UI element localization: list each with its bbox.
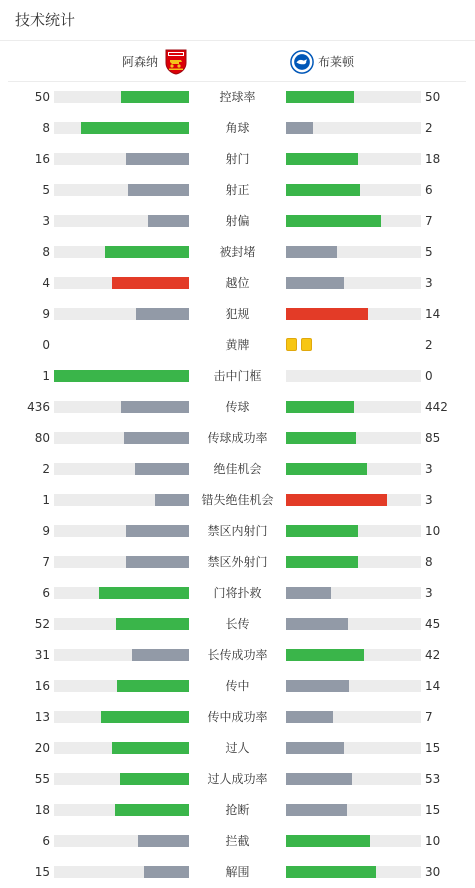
away-stat-value: 8 bbox=[425, 555, 433, 569]
home-stat-value: 18 bbox=[34, 803, 50, 817]
home-stat-value: 15 bbox=[34, 865, 50, 879]
away-bar-fill bbox=[286, 556, 358, 568]
home-bar-fill bbox=[128, 184, 189, 196]
home-bar-fill bbox=[132, 649, 189, 661]
away-bar-track bbox=[286, 866, 421, 878]
home-team[interactable] bbox=[122, 41, 188, 82]
away-stat-value: 3 bbox=[425, 493, 433, 507]
stat-label: 绝佳机会 bbox=[213, 462, 262, 476]
home-stat-value: 2 bbox=[42, 462, 50, 476]
stat-row bbox=[0, 609, 475, 640]
stat-label: 传中 bbox=[225, 679, 250, 693]
away-bar-fill bbox=[286, 494, 387, 506]
away-stat-value: 2 bbox=[425, 121, 433, 135]
home-stat-value: 1 bbox=[42, 369, 50, 383]
away-bar-fill bbox=[286, 742, 344, 754]
stat-row bbox=[0, 299, 475, 330]
stat-row bbox=[0, 485, 475, 516]
away-bar-track bbox=[286, 401, 421, 413]
away-bar-track bbox=[286, 835, 421, 847]
stat-label: 控球率 bbox=[219, 90, 256, 104]
home-bar-fill bbox=[99, 587, 189, 599]
home-bar-fill bbox=[121, 401, 189, 413]
stat-label: 射门 bbox=[225, 152, 250, 166]
page-title: 技术统计 bbox=[15, 11, 76, 29]
away-stat-value: 7 bbox=[425, 214, 433, 228]
away-stat-value: 15 bbox=[425, 803, 441, 817]
stat-row bbox=[0, 392, 475, 423]
away-bar-fill bbox=[286, 773, 352, 785]
home-bar-fill bbox=[138, 835, 189, 847]
away-bar-track bbox=[286, 773, 421, 785]
home-bar-track bbox=[54, 525, 189, 537]
home-stat-value: 8 bbox=[42, 245, 50, 259]
home-bar-fill bbox=[101, 711, 189, 723]
home-bar-track bbox=[54, 773, 189, 785]
away-bar-fill bbox=[286, 711, 333, 723]
home-bar-track bbox=[54, 401, 189, 413]
stat-label: 错失绝佳机会 bbox=[201, 493, 274, 507]
away-stat-value: 10 bbox=[425, 524, 441, 538]
away-stat-value: 3 bbox=[425, 586, 433, 600]
stat-label: 传球 bbox=[225, 400, 250, 414]
home-stat-value: 436 bbox=[27, 400, 50, 414]
stat-row bbox=[0, 82, 475, 113]
home-bar-fill bbox=[121, 91, 189, 103]
team-header bbox=[8, 41, 466, 82]
stat-label: 犯规 bbox=[225, 307, 250, 321]
stat-label: 射偏 bbox=[225, 214, 250, 228]
away-bar-track bbox=[286, 246, 421, 258]
stat-row bbox=[0, 733, 475, 764]
home-bar-track bbox=[54, 370, 189, 382]
home-bar-track bbox=[54, 742, 189, 754]
home-bar-fill bbox=[117, 680, 189, 692]
away-bar-track bbox=[286, 308, 421, 320]
stat-label: 角球 bbox=[225, 121, 250, 135]
away-stat-value: 45 bbox=[425, 617, 441, 631]
stat-label: 门将扑救 bbox=[213, 586, 262, 600]
stat-label: 射正 bbox=[225, 183, 250, 197]
home-stat-value: 9 bbox=[42, 524, 50, 538]
stat-label: 被封堵 bbox=[219, 245, 256, 259]
home-bar-track bbox=[54, 587, 189, 599]
home-stat-value: 50 bbox=[34, 90, 50, 104]
away-bar-track bbox=[286, 277, 421, 289]
away-bar-track bbox=[286, 804, 421, 816]
away-bar-track bbox=[286, 184, 421, 196]
home-stat-value: 13 bbox=[34, 710, 50, 724]
away-bar-fill bbox=[286, 835, 370, 847]
away-bar-fill bbox=[286, 804, 347, 816]
away-bar-fill bbox=[286, 680, 349, 692]
stat-label: 传球成功率 bbox=[207, 431, 268, 445]
home-stat-value: 8 bbox=[42, 121, 50, 135]
home-bar-track bbox=[54, 835, 189, 847]
home-bar-track bbox=[54, 804, 189, 816]
stats-list bbox=[0, 82, 475, 888]
home-stat-value: 20 bbox=[34, 741, 50, 755]
home-stat-value: 5 bbox=[42, 183, 50, 197]
stat-row bbox=[0, 206, 475, 237]
away-bar-fill bbox=[286, 277, 344, 289]
away-yellow-cards bbox=[286, 338, 312, 351]
away-stat-value: 442 bbox=[425, 400, 448, 414]
stat-row bbox=[0, 702, 475, 733]
away-bar-fill bbox=[286, 122, 313, 134]
away-team-name: 布莱顿 bbox=[318, 54, 355, 69]
away-bar-fill bbox=[286, 618, 348, 630]
away-bar-track bbox=[286, 525, 421, 537]
away-bar-fill bbox=[286, 866, 376, 878]
home-stat-value: 6 bbox=[42, 834, 50, 848]
home-stat-value: 55 bbox=[34, 772, 50, 786]
home-stat-value: 3 bbox=[42, 214, 50, 228]
home-stat-value: 7 bbox=[42, 555, 50, 569]
away-stat-value: 10 bbox=[425, 834, 441, 848]
stat-label: 拦截 bbox=[225, 834, 250, 848]
away-stat-value: 6 bbox=[425, 183, 433, 197]
home-bar-fill bbox=[112, 277, 189, 289]
home-bar-track bbox=[54, 494, 189, 506]
away-stat-value: 85 bbox=[425, 431, 441, 445]
away-bar-track bbox=[286, 587, 421, 599]
stat-label: 长传 bbox=[225, 617, 250, 631]
away-bar-track bbox=[286, 680, 421, 692]
home-bar-fill bbox=[115, 804, 189, 816]
away-bar-fill bbox=[286, 463, 367, 475]
home-bar-fill bbox=[124, 432, 189, 444]
stat-row bbox=[0, 144, 475, 175]
away-stat-value: 30 bbox=[425, 865, 441, 879]
away-bar-track bbox=[286, 494, 421, 506]
home-stat-value: 52 bbox=[34, 617, 50, 631]
home-bar-fill bbox=[112, 742, 189, 754]
away-stat-value: 3 bbox=[425, 462, 433, 476]
home-bar-fill bbox=[148, 215, 189, 227]
home-bar-fill bbox=[120, 773, 189, 785]
stat-row bbox=[0, 640, 475, 671]
away-bar-fill bbox=[286, 184, 360, 196]
home-bar-track bbox=[54, 184, 189, 196]
stat-row bbox=[0, 857, 475, 888]
home-bar-track bbox=[54, 432, 189, 444]
home-bar-fill bbox=[126, 153, 189, 165]
stat-row bbox=[0, 671, 475, 702]
away-bar-track bbox=[286, 742, 421, 754]
away-bar-fill bbox=[286, 91, 354, 103]
away-bar-fill bbox=[286, 246, 337, 258]
stat-row bbox=[0, 516, 475, 547]
home-stat-value: 80 bbox=[34, 431, 50, 445]
stat-row bbox=[0, 764, 475, 795]
away-stat-value: 0 bbox=[425, 369, 433, 383]
away-bar-fill bbox=[286, 308, 368, 320]
away-stat-value: 7 bbox=[425, 710, 433, 724]
home-bar-track bbox=[54, 618, 189, 630]
stat-label: 击中门框 bbox=[213, 369, 262, 383]
home-stat-value: 31 bbox=[34, 648, 50, 662]
home-bar-track bbox=[54, 215, 189, 227]
home-bar-fill bbox=[105, 246, 189, 258]
stat-row bbox=[0, 330, 475, 361]
stat-row bbox=[0, 578, 475, 609]
home-bar-track bbox=[54, 866, 189, 878]
away-bar-track bbox=[286, 556, 421, 568]
away-bar-fill bbox=[286, 401, 354, 413]
home-stat-value: 4 bbox=[42, 276, 50, 290]
away-team[interactable] bbox=[290, 41, 354, 82]
away-bar-fill bbox=[286, 525, 358, 537]
home-bar-track bbox=[54, 463, 189, 475]
home-bar-track bbox=[54, 277, 189, 289]
yellow-card-icon bbox=[286, 338, 297, 351]
away-stat-value: 53 bbox=[425, 772, 441, 786]
home-bar-fill bbox=[126, 525, 189, 537]
away-bar-track bbox=[286, 649, 421, 661]
away-bar-track bbox=[286, 711, 421, 723]
away-bar-fill bbox=[286, 153, 358, 165]
home-bar-track bbox=[54, 556, 189, 568]
away-stat-value: 14 bbox=[425, 307, 441, 321]
brighton-crest-icon bbox=[290, 49, 314, 75]
home-stat-value: 16 bbox=[34, 152, 50, 166]
away-bar-fill bbox=[286, 215, 381, 227]
stat-label: 黄牌 bbox=[225, 338, 250, 352]
stat-row bbox=[0, 268, 475, 299]
stat-row bbox=[0, 826, 475, 857]
arsenal-crest-icon bbox=[164, 49, 188, 75]
stat-label: 越位 bbox=[225, 276, 250, 290]
away-bar-fill bbox=[286, 587, 331, 599]
home-bar-fill bbox=[54, 370, 189, 382]
away-stat-value: 42 bbox=[425, 648, 441, 662]
stat-label: 过人成功率 bbox=[207, 772, 268, 786]
stat-row bbox=[0, 237, 475, 268]
away-stat-value: 50 bbox=[425, 90, 441, 104]
stat-label: 解围 bbox=[225, 865, 250, 879]
home-bar-track bbox=[54, 122, 189, 134]
home-bar-fill bbox=[135, 463, 189, 475]
home-stat-value: 1 bbox=[42, 493, 50, 507]
away-stat-value: 15 bbox=[425, 741, 441, 755]
home-bar-fill bbox=[155, 494, 189, 506]
home-bar-fill bbox=[126, 556, 189, 568]
away-bar-track bbox=[286, 370, 421, 382]
stat-label: 过人 bbox=[225, 741, 250, 755]
away-stat-value: 3 bbox=[425, 276, 433, 290]
home-bar-track bbox=[54, 246, 189, 258]
yellow-card-icon bbox=[301, 338, 312, 351]
home-stat-value: 6 bbox=[42, 586, 50, 600]
home-bar-track bbox=[54, 153, 189, 165]
away-stat-value: 18 bbox=[425, 152, 441, 166]
home-bar-fill bbox=[144, 866, 189, 878]
away-bar-track bbox=[286, 215, 421, 227]
home-bar-track bbox=[54, 308, 189, 320]
stat-row bbox=[0, 454, 475, 485]
home-bar-track bbox=[54, 711, 189, 723]
away-bar-track bbox=[286, 463, 421, 475]
away-bar-track bbox=[286, 618, 421, 630]
stat-row bbox=[0, 795, 475, 826]
page-header bbox=[0, 0, 475, 41]
away-bar-track bbox=[286, 153, 421, 165]
stat-label: 抢断 bbox=[225, 803, 250, 817]
stat-row bbox=[0, 113, 475, 144]
away-stat-value: 5 bbox=[425, 245, 433, 259]
home-bar-fill bbox=[81, 122, 189, 134]
stat-label: 禁区外射门 bbox=[207, 555, 268, 569]
home-bar-track bbox=[54, 649, 189, 661]
home-bar-track bbox=[54, 680, 189, 692]
home-stat-value: 0 bbox=[42, 338, 50, 352]
home-stat-value: 16 bbox=[34, 679, 50, 693]
stat-label: 禁区内射门 bbox=[207, 524, 268, 538]
stat-row bbox=[0, 361, 475, 392]
stat-label: 长传成功率 bbox=[207, 648, 268, 662]
away-stat-value: 14 bbox=[425, 679, 441, 693]
home-team-name: 阿森纳 bbox=[121, 54, 158, 69]
stat-row bbox=[0, 175, 475, 206]
away-bar-fill bbox=[286, 432, 356, 444]
stat-row bbox=[0, 423, 475, 454]
away-bar-track bbox=[286, 432, 421, 444]
home-bar-track bbox=[54, 91, 189, 103]
away-stat-value: 2 bbox=[425, 338, 433, 352]
stat-label: 传中成功率 bbox=[207, 710, 268, 724]
home-bar-fill bbox=[116, 618, 189, 630]
home-stat-value: 9 bbox=[42, 307, 50, 321]
away-bar-track bbox=[286, 122, 421, 134]
away-bar-fill bbox=[286, 649, 364, 661]
home-bar-fill bbox=[136, 308, 189, 320]
stat-row bbox=[0, 547, 475, 578]
away-bar-track bbox=[286, 91, 421, 103]
